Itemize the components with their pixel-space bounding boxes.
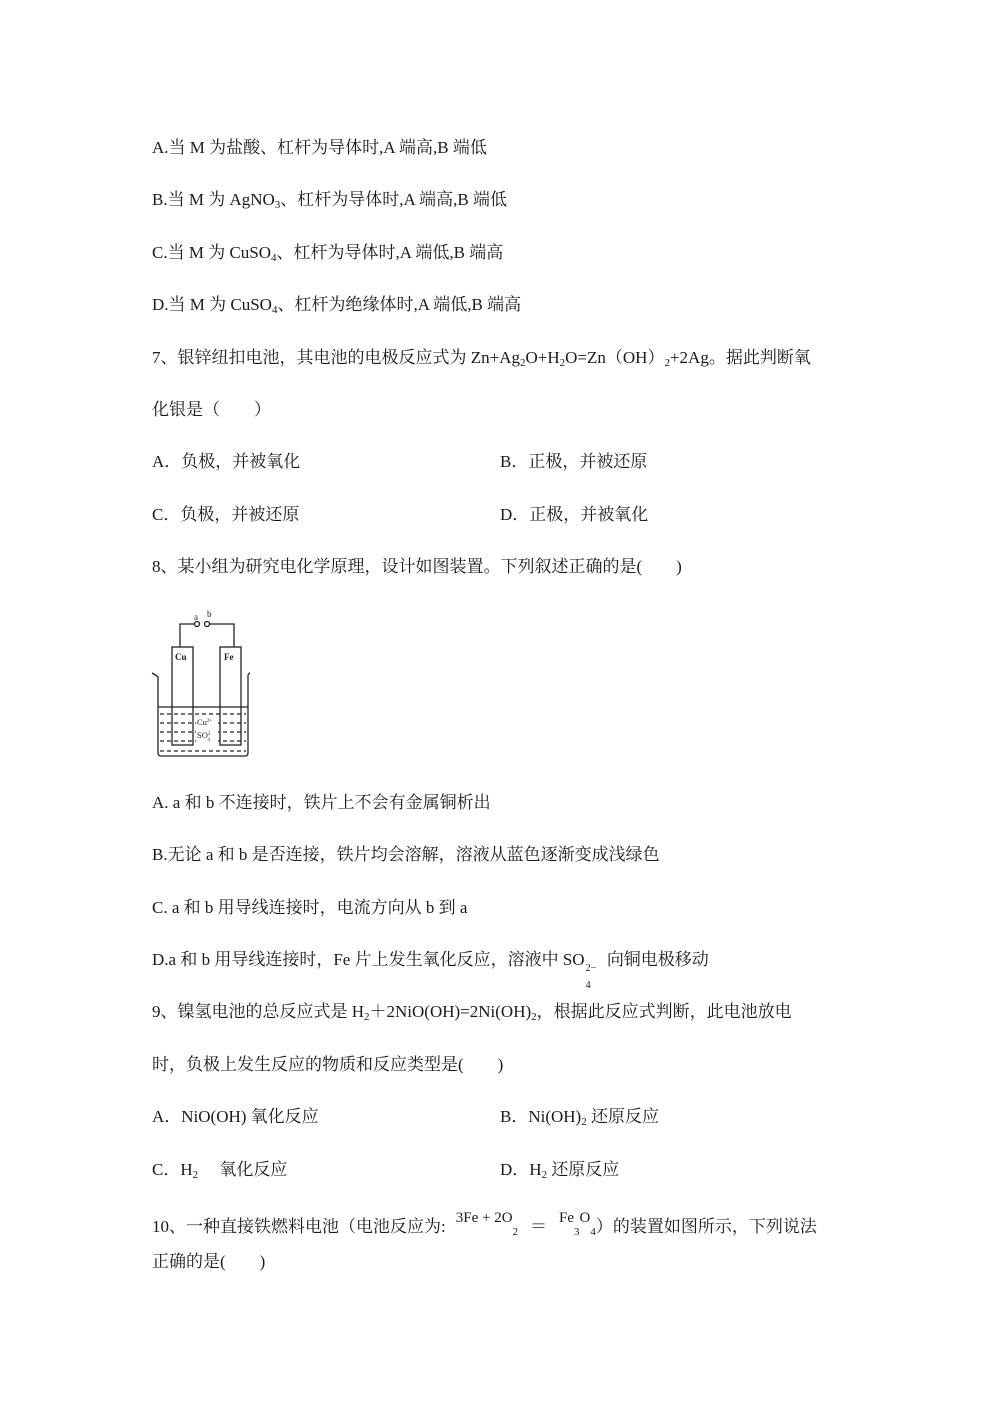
q9-sub2: 2 xyxy=(531,1011,537,1023)
q6-option-c-pre: C.当 M 为 CuSO xyxy=(152,243,272,262)
q6-option-c-post: 、杠杆为导体时,A 端低,B 端高 xyxy=(276,243,504,262)
cu-ion-label: $Cu^{2+}$ xyxy=(197,717,213,727)
q7-stem-line1 xyxy=(152,347,811,369)
q8-option-c: C. a 和 b 用导线连接时，电流方向从 b 到 a xyxy=(152,898,468,917)
q9-option-d-sub: 2 xyxy=(541,1169,548,1181)
q7-mid2: O=Zn（OH） xyxy=(565,348,665,367)
q6-option-b-sub: 3 xyxy=(274,199,281,211)
fe-electrode-label: Fe xyxy=(224,652,234,662)
q9-option-b-sub: 2 xyxy=(581,1116,587,1128)
q9-option-a: A．NiO(OH) 氧化反应 xyxy=(152,1107,319,1126)
q7-mid1: O+H xyxy=(525,348,560,367)
q10-eq-sign: ＝ xyxy=(530,1217,548,1236)
q8-option-a: A. a 和 b 不连接时，铁片上不会有金属铜析出 xyxy=(152,793,491,812)
q10-eq-left: 3Fe + 2O xyxy=(455,1210,513,1226)
q10-eq-right-sub1: 3 xyxy=(574,1226,580,1238)
q9-option-b-post: 还原反应 xyxy=(586,1107,659,1126)
q6-option-b-post: 、杠杆为导体时,A 端高,B 端低 xyxy=(280,190,507,209)
q8-option-d xyxy=(152,949,709,991)
q7-stem-line2: 化银是（ ） xyxy=(152,400,271,419)
q8-option-d-post: 向铜电极移动 xyxy=(602,950,709,969)
q9-stem-pre: 9、镍氢电池的总反应式是 H xyxy=(152,1002,365,1021)
q7-sub3: 2 xyxy=(664,357,670,369)
q10-eq-right-fe: Fe xyxy=(559,1210,575,1226)
q9-mid: ＋2NiO(OH)=2Ni(OH) xyxy=(369,1002,532,1021)
q6-option-c-sub: 4 xyxy=(271,252,277,264)
q10-eq-right-o: O xyxy=(579,1210,591,1226)
cu-electrode-label: Cu xyxy=(175,652,187,662)
terminal-b-label: b xyxy=(207,609,212,619)
q9-stem-line1 xyxy=(152,1001,792,1023)
q6-option-d-post: 、杠杆为绝缘体时,A 端低,B 端高 xyxy=(277,295,522,314)
q9-option-c-sub: 2 xyxy=(192,1169,199,1181)
q6-option-b xyxy=(152,189,507,211)
q9-option-d-post: 还原反应 xyxy=(547,1160,620,1179)
q9-option-c xyxy=(152,1159,287,1181)
q8-option-b: B.无论 a 和 b 是否连接，铁片均会溶解，溶液从蓝色逐渐变成浅绿色 xyxy=(152,845,660,864)
q7-option-b: B．正极，并被还原 xyxy=(500,452,648,471)
q10-stem-post: ）的装置如图所示，下列说法 xyxy=(595,1217,817,1236)
sulfate-ion-label: $SO^2$ 4 xyxy=(197,730,211,743)
q10-eq-left-sub: 2 xyxy=(512,1226,519,1238)
q9-option-c-post: 氧化反应 xyxy=(198,1160,288,1179)
q9-option-d-pre: D．H xyxy=(500,1160,542,1179)
q10-equation xyxy=(455,1210,596,1239)
q7-option-a: A．负极，并被氧化 xyxy=(152,452,301,471)
q6-option-a-text: A.当 M 为盐酸、杠杆为导体时,A 端高,B 端低 xyxy=(152,138,487,157)
q10-stem-line1 xyxy=(152,1210,817,1239)
q8-stem: 8、某小组为研究电化学原理，设计如图装置。下列叙述正确的是( ) xyxy=(152,557,682,576)
q9-option-b-pre: B．Ni(OH) xyxy=(500,1107,582,1126)
q10-stem-pre: 10、一种直接铁燃料电池（电池反应为: xyxy=(152,1217,446,1236)
q10-stem-line2: 正确的是( ) xyxy=(152,1252,266,1271)
q6-option-a xyxy=(152,137,487,159)
q7-stem-pre: 7、银锌纽扣电池，其电池的电极反应式为 Zn+Ag xyxy=(152,348,520,367)
q8-electrochemical-cell-diagram xyxy=(150,605,250,760)
q7-option-c: C．负极，并被还原 xyxy=(152,505,300,524)
beaker-diagram-icon xyxy=(150,605,250,760)
sulfate-charge: 2− xyxy=(585,963,597,974)
q6-option-c xyxy=(152,242,503,264)
q9-option-b xyxy=(500,1106,659,1128)
q7-stem-post: +2Ag。据此判断氧 xyxy=(669,348,811,367)
sulfate-subscript: 4 xyxy=(585,980,591,991)
q8-option-d-pre: D.a 和 b 用导线连接时，Fe 片上发生氧化反应，溶液中 SO xyxy=(152,950,585,969)
terminal-a-label: a xyxy=(194,612,198,622)
q6-option-d xyxy=(152,294,521,316)
q9-sub1: 2 xyxy=(364,1011,370,1023)
q7-sub2: 2 xyxy=(559,357,566,369)
q7-option-d: D．正极，并被氧化 xyxy=(500,505,649,524)
q6-option-b-pre: B.当 M 为 AgNO xyxy=(152,190,275,209)
q9-stem-line2: 时，负极上发生反应的物质和反应类型是( ) xyxy=(152,1055,504,1074)
q9-option-c-pre: C．H xyxy=(152,1160,193,1179)
q10-eq-right-sub2: 4 xyxy=(590,1226,596,1238)
q6-option-d-pre: D.当 M 为 CuSO xyxy=(152,295,272,314)
q9-option-d xyxy=(500,1159,619,1181)
q6-option-d-sub: 4 xyxy=(271,304,278,316)
q7-sub1: 2 xyxy=(520,357,526,369)
q9-stem-post: ，根据此反应式判断，此电池放电 xyxy=(536,1002,792,1021)
